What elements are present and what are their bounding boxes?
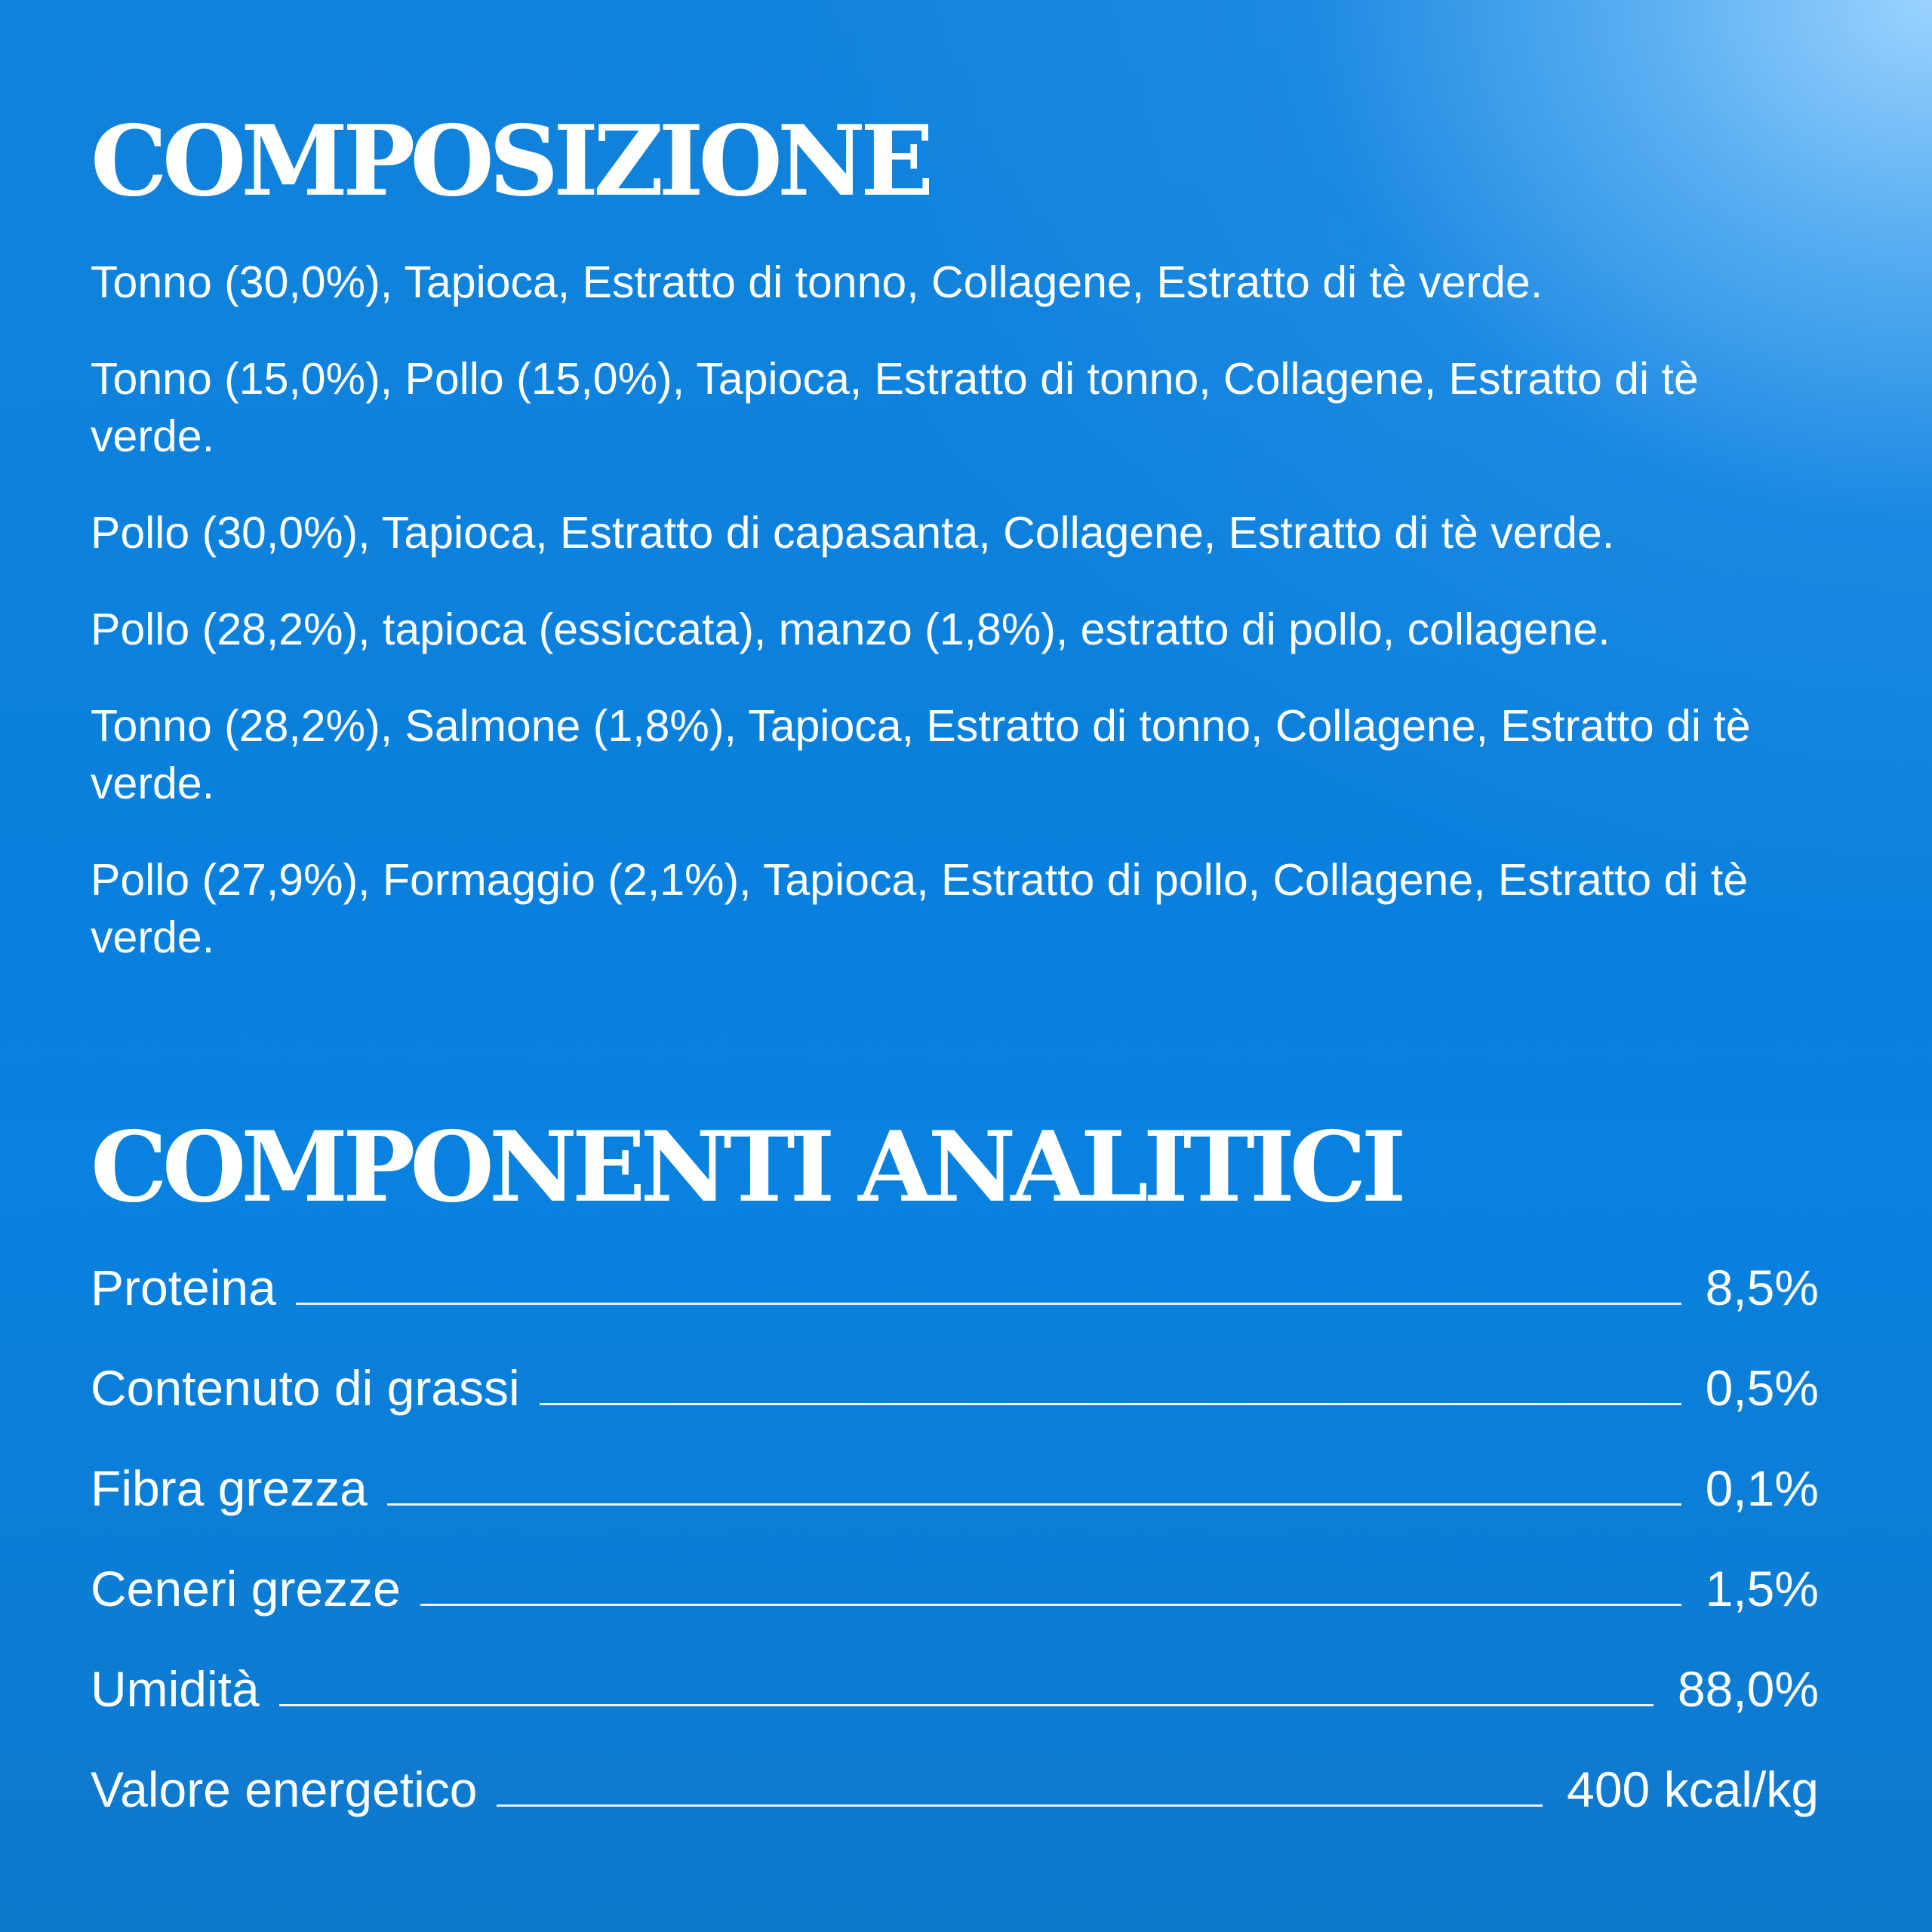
ingredients-panel bbox=[91, 0, 1819, 1932]
analytic-label: Proteina bbox=[91, 1260, 276, 1315]
analytic-label: Umidità bbox=[91, 1661, 260, 1717]
analytic-value: 400 kcal/kg bbox=[1567, 1761, 1819, 1817]
leader-line bbox=[497, 1804, 1543, 1807]
analytic-value: 88,0% bbox=[1677, 1661, 1819, 1717]
analytic-label: Valore energetico bbox=[91, 1761, 478, 1817]
analytic-row-fibre bbox=[91, 1460, 1819, 1560]
composition-item: Pollo (28,2%), tapioca (essiccata), manzo (1,8%), estratto di pollo, collagene. bbox=[91, 605, 1611, 654]
composition-item: Pollo (30,0%), Tapioca, Estratto di capasanta, Collagene, Estratto di tè verde. bbox=[91, 508, 1615, 558]
composition-item: Pollo (27,9%), Formaggio (2,1%), Tapioca, Estratto di pollo, Collagene, Estratto di tè verde. bbox=[91, 855, 1749, 962]
composition-item: Tonno (15,0%), Pollo (15,0%), Tapioca, Estratto di tonno, Collagene, Estratto di tè verde. bbox=[91, 354, 1699, 461]
analytic-label: Ceneri grezze bbox=[91, 1561, 401, 1617]
composition-item: Tonno (28,2%), Salmone (1,8%), Tapioca, Estratto di tonno, Collagene, Estratto di tè verde. bbox=[91, 701, 1751, 808]
analytic-row-fat bbox=[91, 1359, 1819, 1460]
analytic-value: 0,1% bbox=[1705, 1460, 1819, 1516]
analytical-components-heading: COMPONENTI ANALITICI bbox=[91, 1111, 1401, 1224]
analytic-value: 1,5% bbox=[1705, 1561, 1819, 1617]
analytical-components-table bbox=[91, 1259, 1819, 1861]
composition-item: Tonno (30,0%), Tapioca, Estratto di tonno, Collagene, Estratto di tè verde. bbox=[91, 257, 1543, 307]
leader-line bbox=[540, 1403, 1681, 1405]
analytic-label: Fibra grezza bbox=[91, 1460, 368, 1516]
leader-line bbox=[387, 1503, 1681, 1506]
composition-list bbox=[91, 254, 1819, 1005]
analytic-value: 0,5% bbox=[1705, 1360, 1819, 1416]
analytic-value: 8,5% bbox=[1705, 1260, 1819, 1315]
leader-line bbox=[296, 1303, 1681, 1305]
analytic-row-energy bbox=[91, 1761, 1819, 1861]
analytic-label: Contenuto di grassi bbox=[91, 1360, 520, 1416]
analytic-row-ash bbox=[91, 1560, 1819, 1660]
analytic-row-moisture bbox=[91, 1660, 1819, 1761]
leader-line bbox=[420, 1604, 1681, 1606]
analytic-row-protein bbox=[91, 1259, 1819, 1359]
leader-line bbox=[279, 1704, 1654, 1706]
composition-heading: COMPOSIZIONE bbox=[91, 105, 929, 218]
